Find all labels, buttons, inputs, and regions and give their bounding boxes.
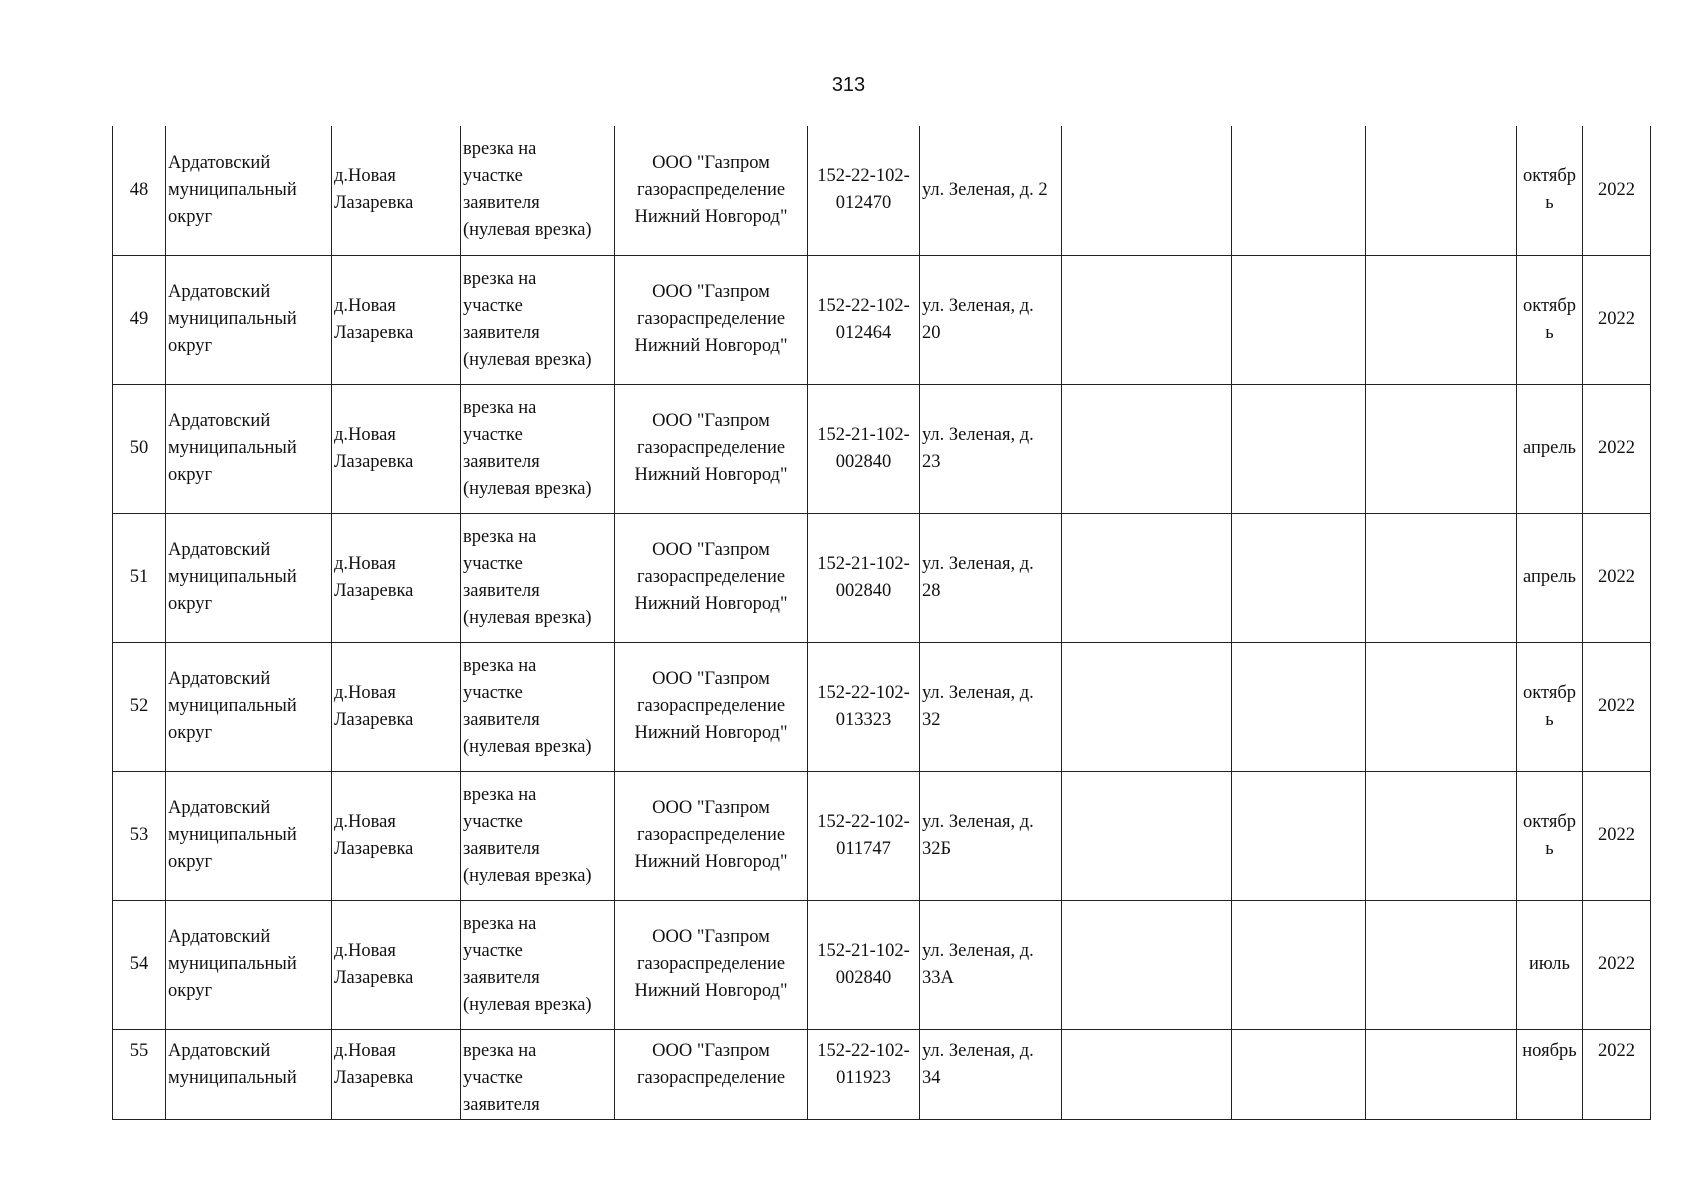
empty-cell bbox=[1232, 642, 1366, 771]
empty-cell bbox=[1366, 1029, 1517, 1119]
organization-line: Нижний Новгород" bbox=[634, 723, 788, 743]
address-cell bbox=[920, 384, 1062, 513]
organization-line: Нижний Новгород" bbox=[634, 206, 788, 227]
connection-type-line: заявителя bbox=[463, 967, 540, 988]
village-cell bbox=[332, 900, 461, 1029]
empty-cell bbox=[1366, 126, 1517, 255]
district-line: округ bbox=[168, 981, 213, 1001]
organization-cell bbox=[615, 126, 808, 255]
connection-type-line: участке bbox=[463, 553, 523, 574]
village-line: Лазаревка bbox=[334, 580, 414, 601]
connection-type-line: врезка на bbox=[463, 397, 537, 418]
connection-type-line: участке bbox=[463, 811, 523, 832]
empty-cell bbox=[1366, 771, 1517, 900]
empty-cell bbox=[1062, 384, 1232, 513]
organization-line: Нижний Новгород" bbox=[634, 336, 788, 356]
organization-line: газораспределение bbox=[636, 179, 786, 200]
organization-cell bbox=[615, 255, 808, 384]
organization-line: газораспределение bbox=[636, 1067, 786, 1088]
connection-type-cell bbox=[461, 642, 615, 771]
table-row bbox=[113, 771, 1651, 900]
code-cell bbox=[808, 513, 920, 642]
village-line: д.Новая bbox=[334, 166, 396, 187]
month-line: ь bbox=[1545, 838, 1554, 859]
empty-cell bbox=[1062, 900, 1232, 1029]
address-cell bbox=[920, 900, 1062, 1029]
connection-type-line: (нулевая врезка) bbox=[463, 865, 592, 886]
code-line: 152-21-102- bbox=[817, 940, 910, 961]
gas-connection-table bbox=[112, 126, 1651, 1120]
code-line: 013323 bbox=[835, 709, 892, 730]
organization-line: ООО "Газпром bbox=[652, 540, 770, 560]
empty-cell bbox=[1062, 1029, 1232, 1119]
village-line: д.Новая bbox=[334, 682, 396, 703]
organization-cell bbox=[615, 1029, 808, 1119]
connection-type-line: заявителя bbox=[463, 838, 540, 859]
year-cell: 2022 bbox=[1583, 1029, 1651, 1119]
organization-line: ООО "Газпром bbox=[652, 927, 770, 947]
row-number-cell: 51 bbox=[113, 513, 166, 642]
village-line: Лазаревка bbox=[334, 709, 414, 730]
address-line: 32 bbox=[922, 709, 941, 730]
empty-cell bbox=[1366, 384, 1517, 513]
village-line: д.Новая bbox=[334, 1040, 396, 1061]
table-body bbox=[113, 126, 1651, 1119]
connection-type-line: врезка на bbox=[463, 784, 537, 805]
month-cell bbox=[1517, 126, 1583, 255]
organization-line: ООО "Газпром bbox=[652, 1040, 770, 1061]
village-line: д.Новая bbox=[334, 940, 396, 961]
month-cell bbox=[1517, 642, 1583, 771]
organization-line: Нижний Новгород" bbox=[634, 852, 788, 872]
table-row bbox=[113, 255, 1651, 384]
month-line: октябр bbox=[1522, 295, 1576, 316]
table-row bbox=[113, 513, 1651, 642]
connection-type-line: врезка на bbox=[463, 526, 537, 547]
connection-type-line: участке bbox=[463, 166, 523, 187]
code-cell bbox=[808, 126, 920, 255]
connection-type-cell bbox=[461, 513, 615, 642]
connection-type-cell bbox=[461, 771, 615, 900]
connection-type-line: (нулевая врезка) bbox=[463, 607, 592, 628]
address-line: 32Б bbox=[922, 838, 952, 859]
address-line: 33А bbox=[922, 967, 954, 988]
month-line: ноябрь bbox=[1522, 1040, 1577, 1061]
organization-line: Нижний Новгород" bbox=[634, 594, 788, 614]
organization-line: ООО "Газпром bbox=[652, 411, 770, 431]
district-line: округ bbox=[168, 723, 213, 743]
code-cell bbox=[808, 384, 920, 513]
village-line: Лазаревка bbox=[334, 967, 414, 988]
code-cell bbox=[808, 642, 920, 771]
village-line: Лазаревка bbox=[334, 1067, 414, 1088]
organization-line: ООО "Газпром bbox=[652, 282, 770, 302]
district-line: муниципальный bbox=[168, 825, 297, 845]
address-cell bbox=[920, 642, 1062, 771]
address-cell bbox=[920, 255, 1062, 384]
row-number-cell: 55 bbox=[113, 1029, 166, 1119]
district-cell bbox=[166, 642, 332, 771]
code-cell bbox=[808, 255, 920, 384]
district-cell bbox=[166, 126, 332, 255]
connection-type-line: участке bbox=[463, 295, 523, 316]
month-line: ь bbox=[1545, 193, 1554, 214]
connection-type-line: участке bbox=[463, 1067, 523, 1088]
district-cell bbox=[166, 384, 332, 513]
connection-type-line: заявителя bbox=[463, 193, 540, 214]
address-line: ул. Зеленая, д. bbox=[922, 1040, 1034, 1061]
empty-cell bbox=[1232, 1029, 1366, 1119]
year-cell: 2022 bbox=[1583, 771, 1651, 900]
address-line: 34 bbox=[922, 1067, 941, 1088]
address-line: ул. Зеленая, д. bbox=[922, 940, 1034, 961]
month-line: октябр bbox=[1522, 811, 1576, 832]
address-line: ул. Зеленая, д. bbox=[922, 295, 1034, 316]
district-line: муниципальный bbox=[168, 567, 297, 587]
district-cell bbox=[166, 771, 332, 900]
district-line: округ bbox=[168, 336, 213, 356]
table-row bbox=[113, 900, 1651, 1029]
address-line: 20 bbox=[922, 322, 941, 343]
district-line: муниципальный bbox=[168, 1067, 297, 1088]
empty-cell bbox=[1232, 126, 1366, 255]
village-line: д.Новая bbox=[334, 424, 396, 445]
connection-type-line: врезка на bbox=[463, 913, 537, 934]
month-cell bbox=[1517, 255, 1583, 384]
organization-line: ООО "Газпром bbox=[652, 669, 770, 689]
organization-cell bbox=[615, 513, 808, 642]
connection-type-cell bbox=[461, 255, 615, 384]
connection-type-line: (нулевая врезка) bbox=[463, 478, 592, 499]
code-line: 002840 bbox=[835, 451, 892, 472]
year-cell: 2022 bbox=[1583, 900, 1651, 1029]
connection-type-line: (нулевая врезка) bbox=[463, 349, 592, 370]
connection-type-line: (нулевая врезка) bbox=[463, 994, 592, 1015]
year-cell: 2022 bbox=[1583, 255, 1651, 384]
village-cell bbox=[332, 1029, 461, 1119]
row-number-cell: 53 bbox=[113, 771, 166, 900]
code-line: 002840 bbox=[835, 967, 892, 988]
year-cell: 2022 bbox=[1583, 384, 1651, 513]
empty-cell bbox=[1062, 126, 1232, 255]
month-line: июль bbox=[1529, 954, 1570, 974]
year-cell: 2022 bbox=[1583, 513, 1651, 642]
address-line: ул. Зеленая, д. 2 bbox=[922, 179, 1048, 200]
organization-line: газораспределение bbox=[636, 438, 786, 458]
table-row bbox=[113, 384, 1651, 513]
district-line: округ bbox=[168, 206, 213, 227]
code-line: 152-22-102- bbox=[817, 166, 910, 187]
district-line: Ардатовский bbox=[168, 798, 271, 818]
address-cell bbox=[920, 513, 1062, 642]
table-row bbox=[113, 126, 1651, 255]
address-cell bbox=[920, 126, 1062, 255]
connection-type-line: участке bbox=[463, 424, 523, 445]
address-line: ул. Зеленая, д. bbox=[922, 424, 1034, 445]
month-cell bbox=[1517, 1029, 1583, 1119]
village-line: Лазаревка bbox=[334, 451, 414, 472]
district-cell bbox=[166, 513, 332, 642]
organization-line: газораспределение bbox=[636, 825, 786, 845]
district-line: Ардатовский bbox=[168, 411, 271, 431]
code-cell bbox=[808, 771, 920, 900]
district-line: Ардатовский bbox=[168, 152, 271, 173]
connection-type-line: врезка на bbox=[463, 139, 537, 160]
organization-line: Нижний Новгород" bbox=[634, 981, 788, 1001]
connection-type-line: врезка на bbox=[463, 268, 537, 289]
organization-cell bbox=[615, 384, 808, 513]
village-cell bbox=[332, 255, 461, 384]
year-cell: 2022 bbox=[1583, 642, 1651, 771]
row-number-cell: 50 bbox=[113, 384, 166, 513]
empty-cell bbox=[1366, 255, 1517, 384]
connection-type-line: заявителя bbox=[463, 451, 540, 472]
empty-cell bbox=[1232, 255, 1366, 384]
organization-line: газораспределение bbox=[636, 567, 786, 587]
row-number-cell: 52 bbox=[113, 642, 166, 771]
village-cell bbox=[332, 384, 461, 513]
code-line: 152-22-102- bbox=[817, 1040, 910, 1061]
organization-line: газораспределение bbox=[636, 309, 786, 329]
connection-type-cell bbox=[461, 1029, 615, 1119]
village-line: Лазаревка bbox=[334, 838, 414, 859]
district-line: округ bbox=[168, 594, 213, 614]
month-line: ь bbox=[1545, 709, 1554, 730]
month-cell bbox=[1517, 900, 1583, 1029]
code-line: 012470 bbox=[835, 193, 892, 214]
connection-type-line: заявителя bbox=[463, 1094, 540, 1115]
code-line: 011923 bbox=[836, 1067, 891, 1088]
empty-cell bbox=[1062, 513, 1232, 642]
code-line: 011747 bbox=[836, 838, 891, 859]
organization-line: газораспределение bbox=[636, 954, 786, 974]
district-line: Ардатовский bbox=[168, 1040, 271, 1061]
table-row bbox=[113, 1029, 1651, 1119]
district-line: муниципальный bbox=[168, 309, 297, 329]
connection-type-cell bbox=[461, 384, 615, 513]
code-line: 152-22-102- bbox=[817, 811, 910, 832]
address-line: ул. Зеленая, д. bbox=[922, 682, 1034, 703]
address-line: ул. Зеленая, д. bbox=[922, 553, 1034, 574]
village-cell bbox=[332, 513, 461, 642]
organization-line: ООО "Газпром bbox=[652, 798, 770, 818]
empty-cell bbox=[1366, 513, 1517, 642]
connection-type-line: заявителя bbox=[463, 709, 540, 730]
district-line: округ bbox=[168, 852, 213, 872]
page-number: 313 bbox=[831, 74, 866, 96]
organization-line: ООО "Газпром bbox=[652, 152, 770, 173]
district-line: муниципальный bbox=[168, 954, 297, 974]
month-line: октябр bbox=[1522, 682, 1576, 703]
district-line: Ардатовский bbox=[168, 927, 271, 947]
connection-type-cell bbox=[461, 900, 615, 1029]
district-line: Ардатовский bbox=[168, 669, 271, 689]
district-line: округ bbox=[168, 465, 213, 485]
organization-cell bbox=[615, 642, 808, 771]
district-cell bbox=[166, 900, 332, 1029]
code-cell bbox=[808, 900, 920, 1029]
code-line: 002840 bbox=[835, 580, 892, 601]
address-cell bbox=[920, 1029, 1062, 1119]
village-line: д.Новая bbox=[334, 553, 396, 574]
empty-cell bbox=[1232, 771, 1366, 900]
address-cell bbox=[920, 771, 1062, 900]
connection-type-line: (нулевая врезка) bbox=[463, 220, 592, 241]
address-line: 28 bbox=[922, 580, 941, 601]
village-line: Лазаревка bbox=[334, 322, 414, 343]
village-cell bbox=[332, 642, 461, 771]
code-line: 152-21-102- bbox=[817, 424, 910, 445]
month-line: апрель bbox=[1523, 567, 1576, 587]
code-line: 152-22-102- bbox=[817, 682, 910, 703]
connection-type-line: врезка на bbox=[463, 655, 537, 676]
table-row bbox=[113, 642, 1651, 771]
connection-type-line: заявителя bbox=[463, 322, 540, 343]
district-cell bbox=[166, 1029, 332, 1119]
district-line: муниципальный bbox=[168, 438, 297, 458]
district-cell bbox=[166, 255, 332, 384]
month-line: ь bbox=[1545, 322, 1554, 343]
empty-cell bbox=[1062, 255, 1232, 384]
organization-line: Нижний Новгород" bbox=[634, 465, 788, 485]
connection-type-line: заявителя bbox=[463, 580, 540, 601]
code-line: 152-22-102- bbox=[817, 295, 910, 316]
code-line: 152-21-102- bbox=[817, 553, 910, 574]
connection-type-line: участке bbox=[463, 682, 523, 703]
row-number-cell: 48 bbox=[113, 126, 166, 255]
empty-cell bbox=[1232, 513, 1366, 642]
organization-line: газораспределение bbox=[636, 696, 786, 716]
district-line: муниципальный bbox=[168, 179, 297, 200]
connection-type-line: (нулевая врезка) bbox=[463, 736, 592, 757]
month-cell bbox=[1517, 384, 1583, 513]
village-line: д.Новая bbox=[334, 295, 396, 316]
empty-cell bbox=[1062, 771, 1232, 900]
village-line: Лазаревка bbox=[334, 193, 414, 214]
empty-cell bbox=[1232, 384, 1366, 513]
village-cell bbox=[332, 771, 461, 900]
address-line: ул. Зеленая, д. bbox=[922, 811, 1034, 832]
empty-cell bbox=[1062, 642, 1232, 771]
empty-cell bbox=[1366, 900, 1517, 1029]
empty-cell bbox=[1232, 900, 1366, 1029]
code-cell bbox=[808, 1029, 920, 1119]
district-line: Ардатовский bbox=[168, 540, 271, 560]
address-line: 23 bbox=[922, 451, 941, 472]
row-number-cell: 49 bbox=[113, 255, 166, 384]
village-line: д.Новая bbox=[334, 811, 396, 832]
empty-cell bbox=[1366, 642, 1517, 771]
village-cell bbox=[332, 126, 461, 255]
connection-type-line: врезка на bbox=[463, 1040, 537, 1061]
code-line: 012464 bbox=[835, 322, 892, 343]
month-line: октябр bbox=[1522, 166, 1576, 187]
month-cell bbox=[1517, 771, 1583, 900]
row-number-cell: 54 bbox=[113, 900, 166, 1029]
organization-cell bbox=[615, 900, 808, 1029]
month-line: апрель bbox=[1523, 438, 1576, 458]
district-line: Ардатовский bbox=[168, 282, 271, 302]
connection-type-line: участке bbox=[463, 940, 523, 961]
connection-type-cell bbox=[461, 126, 615, 255]
district-line: муниципальный bbox=[168, 696, 297, 716]
organization-cell bbox=[615, 771, 808, 900]
year-cell: 2022 bbox=[1583, 126, 1651, 255]
month-cell bbox=[1517, 513, 1583, 642]
